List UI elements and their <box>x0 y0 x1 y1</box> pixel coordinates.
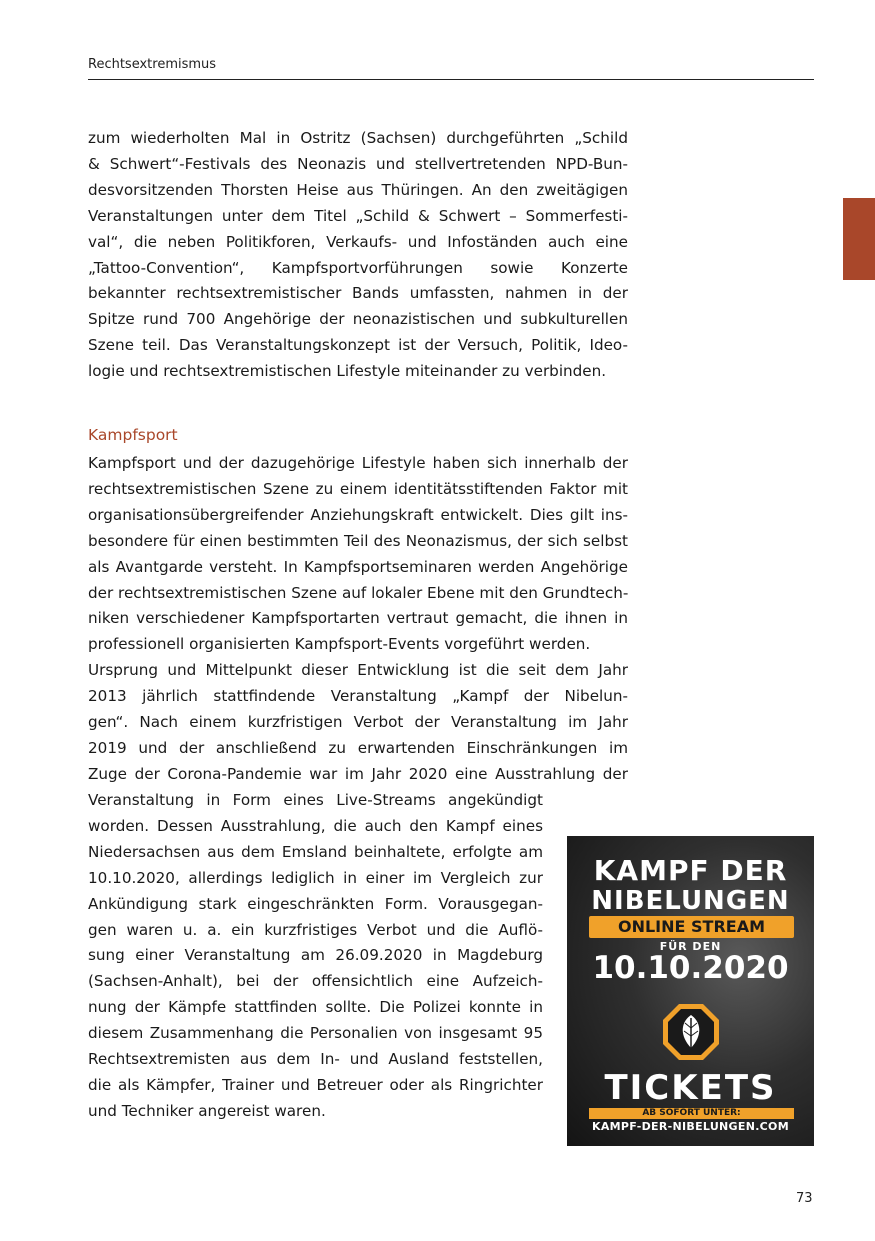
text-line: Veranstaltungen unter dem Titel „Schild & Schwert – Sommerfesti- <box>88 206 628 225</box>
text-line: als Avantgarde versteht. In Kampfsportseminaren werden Angehörige <box>88 557 628 576</box>
text-line: professionell organisierten Kampfsport-Events vorgeführt werden. <box>88 635 591 654</box>
text-line: zum wiederholten Mal in Ostritz (Sachsen) durchgeführten „Schild <box>88 129 628 147</box>
text-line: gen“. Nach einem kurzfristigen Verbot der Veranstaltung im Jahr <box>88 712 628 731</box>
text-line: rechtsextremistischen Szene zu einem identitätsstiftenden Faktor mit <box>88 479 628 498</box>
poster-for-label: FÜR DEN <box>659 940 722 953</box>
text-line: & Schwert“-Festivals des Neonazis und stellvertretenden NPD-Bun- <box>88 154 628 173</box>
text-line: desvorsitzenden Thorsten Heise aus Thüringen. An den zweitägigen <box>88 180 628 199</box>
text-line: Ursprung und Mittelpunkt dieser Entwicklung ist die seit dem Jahr <box>88 661 628 679</box>
section-heading: Kampfsport <box>88 426 178 444</box>
text-line: Ankündigung stark eingeschränkten Form. Vorausgegan- <box>88 894 543 913</box>
text-line: „Tattoo-Convention“, Kampfsportvorführungen sowie Konzerte <box>88 258 628 277</box>
text-line: die als Kämpfer, Trainer und Betreuer oder als Ringrichter <box>88 1075 543 1094</box>
poster-title-line-1: KAMPF DER <box>593 854 788 887</box>
text-line: Rechtsextremisten aus dem In- und Ausland feststellen, <box>88 1050 543 1069</box>
running-title: Rechtsextremismus <box>88 57 217 72</box>
poster-stream-band: ONLINE STREAM <box>589 916 794 938</box>
chapter-tab <box>843 198 875 280</box>
text-line: val“, die neben Politikforen, Verkaufs- und Infoständen auch eine <box>88 232 628 251</box>
text-line: organisationsübergreifender Anziehungskraft entwickelt. Dies gilt ins- <box>88 505 628 524</box>
event-poster <box>567 836 814 1146</box>
text-line: der rechtsextremistischen Szene auf lokaler Ebene mit den Grundtech- <box>88 583 629 602</box>
paragraph-3 <box>88 658 628 788</box>
paragraph-3-continued <box>88 788 543 1125</box>
text-line: diesem Zusammenhang die Personalien von insgesamt 95 <box>88 1024 543 1043</box>
text-line: niken verschiedener Kampfsportarten vertraut gemacht, die ihnen in <box>88 609 628 628</box>
poster-date: 10.10.2020 <box>592 950 789 986</box>
text-line: Veranstaltung in Form eines Live-Streams angekündigt <box>88 791 543 809</box>
text-line: worden. Dessen Ausstrahlung, die auch den Kampf eines <box>88 816 543 835</box>
text-line: und Techniker angereist waren. <box>88 1101 326 1120</box>
text-line: (Sachsen-Anhalt), bei der offensichtlich eine Aufzeich- <box>88 972 543 991</box>
poster-url: KAMPF-DER-NIBELUNGEN.COM <box>592 1120 789 1133</box>
header-rule <box>88 79 814 80</box>
text-line: Zuge der Corona-Pandemie war im Jahr 2020 eine Ausstrahlung der <box>88 764 628 783</box>
poster-title-line-2: NIBELUNGEN <box>591 886 790 916</box>
text-line: bekannter rechtsextremistischer Bands umfassten, nahmen in der <box>88 284 628 303</box>
paragraph-1 <box>88 126 628 385</box>
text-line: 10.10.2020, allerdings lediglich in einer im Vergleich zur <box>88 868 543 887</box>
text-line: nung der Kämpfe stattfinden sollte. Die Polizei konnte in <box>88 998 543 1017</box>
shield-leaf-icon <box>661 1002 721 1062</box>
text-line: besondere für einen bestimmten Teil des Neonazismus, der sich selbst <box>88 531 628 550</box>
text-line: 2019 und der anschließend zu erwartenden Einschränkungen im <box>88 738 628 757</box>
text-line: Niedersachsen aus dem Emsland beinhaltete, erfolgte am <box>88 842 543 861</box>
text-line: sung einer Veranstaltung am 26.09.2020 in Magdeburg <box>88 946 543 965</box>
text-line: logie und rechtsextremistischen Lifestyle miteinander zu verbinden. <box>88 362 607 381</box>
text-line: gen waren u. a. ein kurzfristiges Verbot und die Auflö- <box>88 920 543 939</box>
text-line: Kampfsport und der dazugehörige Lifestyle haben sich innerhalb der <box>88 454 628 472</box>
page-number: 73 <box>796 1191 813 1206</box>
paragraph-2 <box>88 451 628 658</box>
poster-sub-band: AB SOFORT UNTER: <box>589 1108 794 1119</box>
text-line: Szene teil. Das Veranstaltungskonzept ist der Versuch, Politik, Ideo- <box>88 336 628 355</box>
text-line: Spitze rund 700 Angehörige der neonazistischen und subkulturellen <box>88 310 628 329</box>
poster-tickets: TICKETS <box>604 1068 777 1108</box>
text-line: 2013 jährlich stattfindende Veranstaltung „Kampf der Nibelun- <box>88 686 628 705</box>
